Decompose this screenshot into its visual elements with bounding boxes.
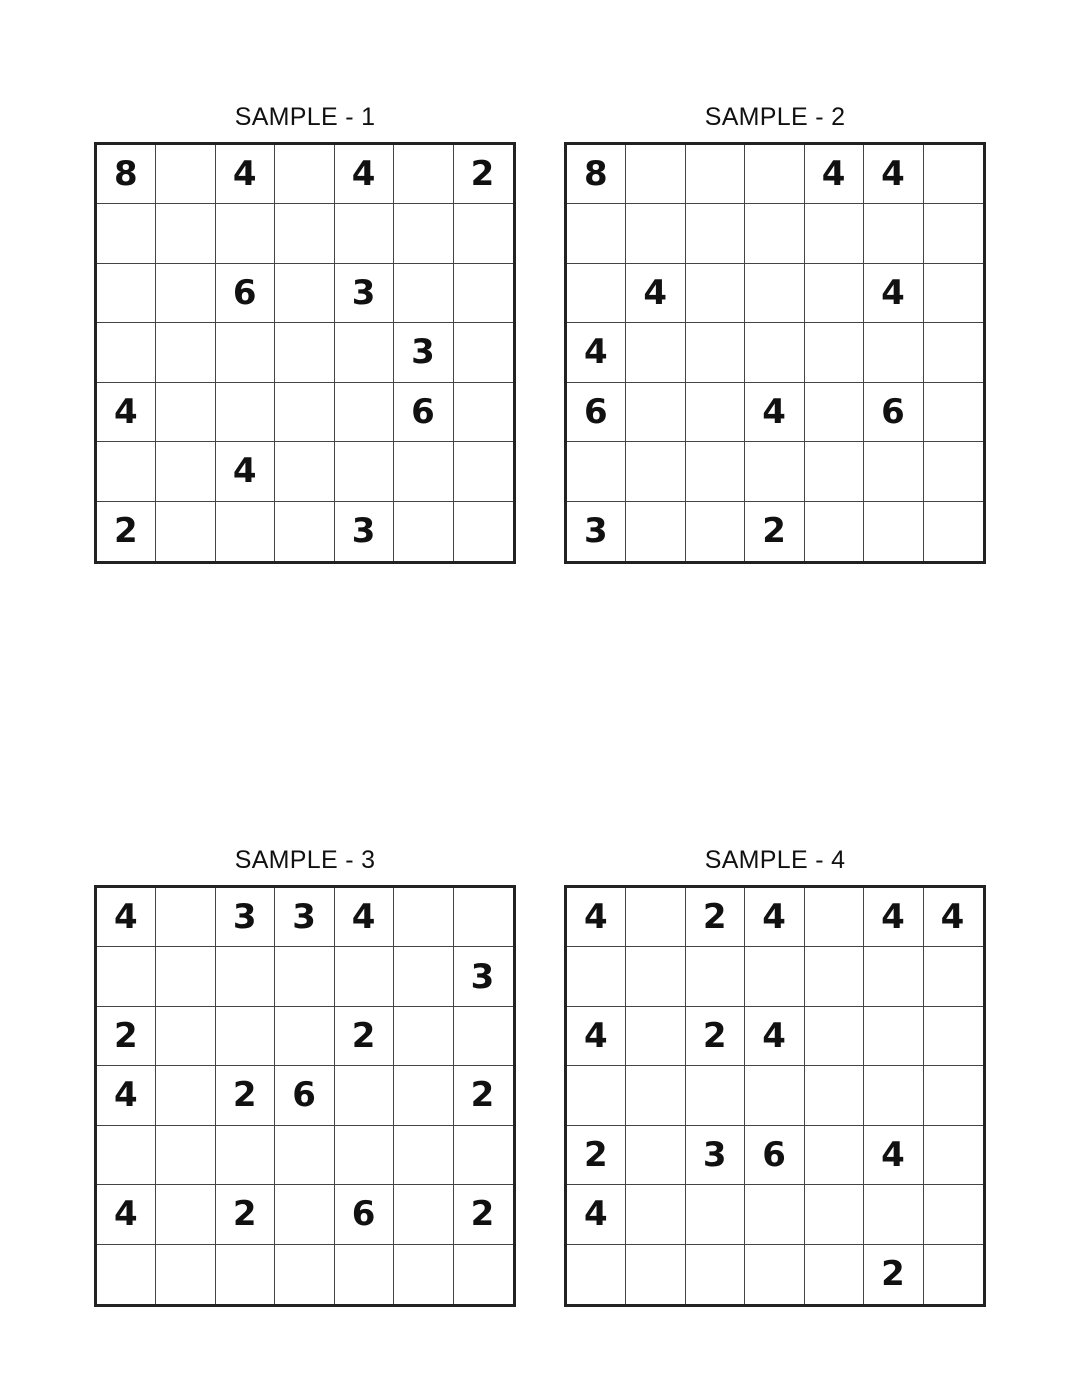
grid-cell[interactable]	[394, 888, 453, 947]
grid-cell[interactable]	[924, 145, 983, 204]
grid-cell[interactable]	[805, 1245, 864, 1304]
grid-cell[interactable]	[805, 1185, 864, 1244]
grid-cell[interactable]	[454, 1126, 513, 1185]
puzzle-grid	[94, 885, 516, 1307]
grid-cell[interactable]	[394, 947, 453, 1006]
grid-cell[interactable]: 3	[275, 888, 334, 947]
grid-cell[interactable]	[97, 323, 156, 382]
grid-cell[interactable]	[335, 323, 394, 382]
grid-cell[interactable]	[924, 442, 983, 501]
grid-cell[interactable]: 4	[335, 145, 394, 204]
grid-cell[interactable]: 4	[97, 383, 156, 442]
grid-cell[interactable]	[745, 264, 804, 323]
grid-cell[interactable]: 2	[97, 1007, 156, 1066]
grid-cell[interactable]	[864, 323, 923, 382]
grid-cell[interactable]	[805, 442, 864, 501]
grid-cell[interactable]	[686, 383, 745, 442]
grid-cell[interactable]	[924, 1126, 983, 1185]
grid-cell[interactable]	[275, 442, 334, 501]
grid-cell[interactable]	[156, 145, 215, 204]
grid-cell[interactable]	[626, 1126, 685, 1185]
grid-cell[interactable]: 4	[864, 264, 923, 323]
grid-cell[interactable]	[454, 323, 513, 382]
grid-cell[interactable]: 4	[745, 888, 804, 947]
grid-cell[interactable]: 4	[626, 264, 685, 323]
grid-cell[interactable]	[454, 264, 513, 323]
grid-cell[interactable]	[454, 502, 513, 561]
grid-cell[interactable]	[454, 442, 513, 501]
grid-cell[interactable]	[97, 264, 156, 323]
grid-cell[interactable]	[97, 947, 156, 1006]
grid-cell[interactable]	[394, 502, 453, 561]
grid-cell[interactable]	[864, 947, 923, 1006]
grid-cell[interactable]	[216, 323, 275, 382]
grid-cell[interactable]	[567, 1245, 626, 1304]
grid-cell[interactable]	[156, 383, 215, 442]
grid-cell[interactable]	[275, 204, 334, 263]
grid-cell[interactable]: 6	[864, 383, 923, 442]
grid-cell[interactable]	[626, 1185, 685, 1244]
grid-cell[interactable]: 2	[745, 502, 804, 561]
grid-cell[interactable]	[394, 1185, 453, 1244]
grid-cell[interactable]	[686, 1066, 745, 1125]
grid-cell[interactable]	[864, 204, 923, 263]
grid-cell[interactable]	[686, 323, 745, 382]
grid-cell[interactable]	[745, 947, 804, 1006]
grid-cell[interactable]	[864, 1185, 923, 1244]
grid-cell[interactable]: 2	[335, 1007, 394, 1066]
grid-cell[interactable]	[924, 204, 983, 263]
grid-cell[interactable]	[924, 264, 983, 323]
puzzle-title: SAMPLE - 4	[704, 846, 846, 874]
puzzle-title: SAMPLE - 1	[234, 103, 376, 131]
grid-cell[interactable]	[394, 442, 453, 501]
grid-cell[interactable]: 4	[97, 1185, 156, 1244]
grid-cell[interactable]	[394, 145, 453, 204]
grid-cell[interactable]: 4	[97, 888, 156, 947]
grid-cell[interactable]: 4	[864, 145, 923, 204]
grid-cell[interactable]	[454, 383, 513, 442]
grid-cell[interactable]	[567, 442, 626, 501]
grid-cell[interactable]	[805, 502, 864, 561]
grid-cell[interactable]	[626, 502, 685, 561]
grid-cell[interactable]	[745, 145, 804, 204]
grid-cell[interactable]	[275, 1126, 334, 1185]
grid-cell[interactable]: 8	[567, 145, 626, 204]
grid-cell[interactable]	[156, 264, 215, 323]
puzzle-grid	[564, 885, 986, 1307]
grid-cell[interactable]	[394, 264, 453, 323]
grid-cell[interactable]	[805, 1066, 864, 1125]
grid-cell[interactable]: 4	[745, 383, 804, 442]
grid-cell[interactable]	[805, 947, 864, 1006]
grid-cell[interactable]	[335, 383, 394, 442]
grid-cell[interactable]	[626, 204, 685, 263]
grid-cell[interactable]	[275, 947, 334, 1006]
grid-cell[interactable]: 4	[864, 1126, 923, 1185]
grid-cell[interactable]	[216, 1245, 275, 1304]
grid-cell[interactable]	[275, 383, 334, 442]
grid-cell[interactable]	[156, 502, 215, 561]
grid-cell[interactable]	[335, 442, 394, 501]
grid-cell[interactable]	[454, 1007, 513, 1066]
grid-cell[interactable]	[156, 323, 215, 382]
grid-cell[interactable]	[216, 204, 275, 263]
grid-cell[interactable]	[745, 204, 804, 263]
grid-cell[interactable]	[924, 502, 983, 561]
grid-cell[interactable]	[805, 204, 864, 263]
grid-cell[interactable]	[216, 947, 275, 1006]
grid-cell[interactable]	[567, 947, 626, 1006]
grid-cell[interactable]: 4	[567, 888, 626, 947]
grid-cell[interactable]	[156, 888, 215, 947]
grid-cell[interactable]	[97, 442, 156, 501]
grid-cell[interactable]	[864, 1007, 923, 1066]
grid-cell[interactable]	[335, 947, 394, 1006]
grid-cell[interactable]	[454, 888, 513, 947]
grid-cell[interactable]	[626, 1245, 685, 1304]
grid-cell[interactable]	[745, 323, 804, 382]
grid-cell[interactable]	[924, 1245, 983, 1304]
grid-cell[interactable]: 3	[394, 323, 453, 382]
grid-cell[interactable]	[97, 204, 156, 263]
grid-cell[interactable]: 2	[454, 145, 513, 204]
grid-cell[interactable]	[686, 1185, 745, 1244]
grid-cell[interactable]	[275, 264, 334, 323]
grid-cell[interactable]	[626, 1066, 685, 1125]
grid-cell[interactable]: 4	[335, 888, 394, 947]
grid-cell[interactable]	[156, 1126, 215, 1185]
grid-cell[interactable]: 2	[97, 502, 156, 561]
grid-cell[interactable]	[335, 204, 394, 263]
puzzle-title: SAMPLE - 3	[234, 846, 376, 874]
grid-cell[interactable]: 2	[686, 1007, 745, 1066]
grid-cell[interactable]	[335, 1066, 394, 1125]
grid-cell[interactable]: 6	[275, 1066, 334, 1125]
grid-cell[interactable]	[924, 1066, 983, 1125]
grid-cell[interactable]	[745, 1066, 804, 1125]
grid-cell[interactable]	[924, 947, 983, 1006]
grid-cell[interactable]	[156, 1185, 215, 1244]
grid-cell[interactable]	[454, 1245, 513, 1304]
grid-cell[interactable]	[335, 1126, 394, 1185]
grid-cell[interactable]	[626, 442, 685, 501]
grid-cell[interactable]: 2	[567, 1126, 626, 1185]
grid-cell[interactable]	[275, 502, 334, 561]
grid-cell[interactable]	[216, 1126, 275, 1185]
grid-cell[interactable]	[626, 1007, 685, 1066]
grid-cell[interactable]	[156, 1066, 215, 1125]
grid-cell[interactable]: 3	[454, 947, 513, 1006]
grid-cell[interactable]	[745, 442, 804, 501]
grid-cell[interactable]: 2	[686, 888, 745, 947]
puzzle-title: SAMPLE - 2	[704, 103, 846, 131]
grid-cell[interactable]	[216, 502, 275, 561]
grid-cell[interactable]	[686, 1245, 745, 1304]
grid-cell[interactable]	[275, 323, 334, 382]
grid-cell[interactable]	[686, 204, 745, 263]
grid-cell[interactable]: 2	[864, 1245, 923, 1304]
grid-cell[interactable]	[805, 383, 864, 442]
grid-cell[interactable]	[686, 264, 745, 323]
grid-cell[interactable]	[156, 947, 215, 1006]
grid-cell[interactable]	[156, 1245, 215, 1304]
grid-cell[interactable]: 4	[567, 323, 626, 382]
grid-cell[interactable]	[924, 323, 983, 382]
grid-cell[interactable]: 4	[745, 1007, 804, 1066]
grid-cell[interactable]	[924, 1185, 983, 1244]
grid-cell[interactable]: 4	[216, 442, 275, 501]
grid-cell[interactable]: 6	[394, 383, 453, 442]
puzzle-grid	[564, 142, 986, 564]
grid-cell[interactable]	[686, 502, 745, 561]
grid-cell[interactable]	[156, 1007, 215, 1066]
grid-cell[interactable]	[275, 1007, 334, 1066]
grid-cell[interactable]	[626, 947, 685, 1006]
grid-cell[interactable]	[567, 1066, 626, 1125]
grid-cell[interactable]	[745, 1185, 804, 1244]
grid-cell[interactable]: 3	[567, 502, 626, 561]
grid-cell[interactable]	[275, 1245, 334, 1304]
grid-cell[interactable]	[626, 323, 685, 382]
grid-cell[interactable]	[335, 1245, 394, 1304]
grid-cell[interactable]	[156, 204, 215, 263]
grid-cell[interactable]	[686, 442, 745, 501]
grid-cell[interactable]	[216, 383, 275, 442]
grid-cell[interactable]	[156, 442, 215, 501]
grid-cell[interactable]: 4	[567, 1007, 626, 1066]
grid-cell[interactable]	[686, 947, 745, 1006]
grid-cell[interactable]	[805, 1007, 864, 1066]
grid-cell[interactable]	[275, 145, 334, 204]
grid-cell[interactable]	[454, 204, 513, 263]
grid-cell[interactable]: 8	[97, 145, 156, 204]
grid-cell[interactable]: 2	[454, 1185, 513, 1244]
grid-cell[interactable]: 6	[216, 264, 275, 323]
grid-cell[interactable]	[864, 442, 923, 501]
grid-cell[interactable]: 4	[924, 888, 983, 947]
grid-cell[interactable]	[745, 1245, 804, 1304]
grid-cell[interactable]	[97, 1245, 156, 1304]
grid-cell[interactable]: 3	[216, 888, 275, 947]
grid-cell[interactable]	[394, 1007, 453, 1066]
grid-cell[interactable]	[686, 145, 745, 204]
grid-cell[interactable]: 3	[335, 502, 394, 561]
grid-cell[interactable]	[626, 383, 685, 442]
grid-cell[interactable]: 2	[216, 1066, 275, 1125]
grid-cell[interactable]	[394, 1245, 453, 1304]
grid-cell[interactable]	[805, 1126, 864, 1185]
grid-cell[interactable]: 3	[686, 1126, 745, 1185]
grid-cell[interactable]: 2	[454, 1066, 513, 1125]
grid-cell[interactable]	[805, 323, 864, 382]
grid-cell[interactable]: 4	[567, 1185, 626, 1244]
grid-cell[interactable]	[97, 1126, 156, 1185]
grid-cell[interactable]	[864, 502, 923, 561]
grid-cell[interactable]: 3	[335, 264, 394, 323]
grid-cell[interactable]	[805, 888, 864, 947]
grid-cell[interactable]	[864, 1066, 923, 1125]
grid-cell[interactable]: 2	[216, 1185, 275, 1244]
grid-cell[interactable]	[216, 1007, 275, 1066]
grid-cell[interactable]	[924, 383, 983, 442]
grid-cell[interactable]	[626, 145, 685, 204]
grid-cell[interactable]	[924, 1007, 983, 1066]
grid-cell[interactable]: 6	[335, 1185, 394, 1244]
grid-cell[interactable]	[275, 1185, 334, 1244]
grid-cell[interactable]: 4	[97, 1066, 156, 1125]
puzzle-grid	[94, 142, 516, 564]
grid-cell[interactable]	[805, 264, 864, 323]
grid-cell[interactable]	[394, 1126, 453, 1185]
grid-cell[interactable]: 4	[864, 888, 923, 947]
grid-cell[interactable]: 6	[567, 383, 626, 442]
grid-cell[interactable]: 4	[216, 145, 275, 204]
grid-cell[interactable]	[567, 264, 626, 323]
grid-cell[interactable]	[394, 1066, 453, 1125]
grid-cell[interactable]: 4	[805, 145, 864, 204]
grid-cell[interactable]	[626, 888, 685, 947]
grid-cell[interactable]	[567, 204, 626, 263]
grid-cell[interactable]: 6	[745, 1126, 804, 1185]
grid-cell[interactable]	[394, 204, 453, 263]
